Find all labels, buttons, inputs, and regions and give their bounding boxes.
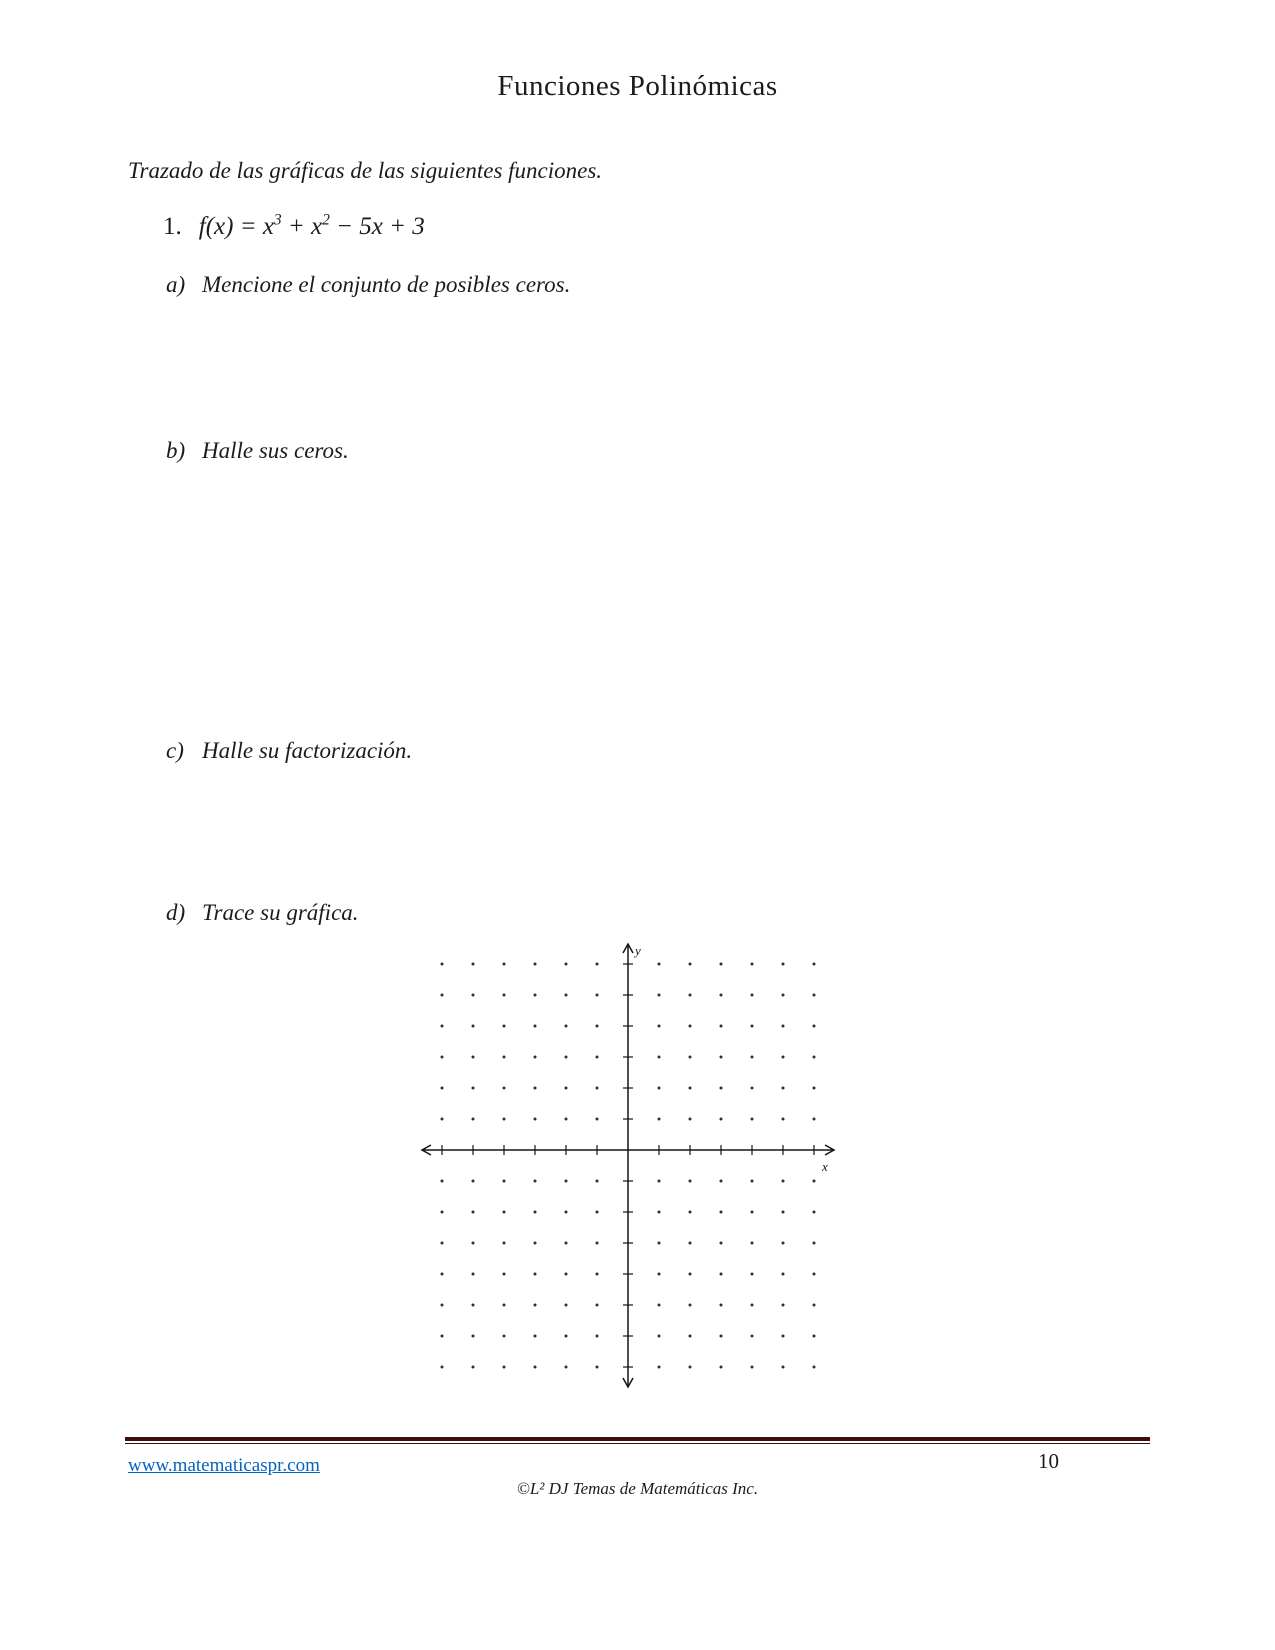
item-b: [166, 438, 349, 464]
item-text: Mencione el conjunto de posibles ceros.: [202, 272, 571, 297]
footer-rule: [125, 1437, 1150, 1444]
equation-part: + x: [281, 213, 323, 241]
problem-number: 1.: [163, 213, 182, 241]
footer-link[interactable]: www.matematicaspr.com: [128, 1455, 320, 1476]
equation-exponent: 2: [322, 212, 330, 229]
axis-labels: [633, 943, 828, 1174]
problem-1: [163, 212, 425, 241]
grid-svg: [411, 933, 845, 1398]
x-axis-label: x: [822, 1159, 828, 1174]
item-label: c): [166, 738, 184, 763]
equation-part: f(x) = x: [198, 213, 274, 241]
item-text: Trace su gráfica.: [202, 900, 359, 925]
item-text: Halle su factorización.: [202, 738, 413, 763]
item-c: [166, 738, 412, 764]
axes: [422, 944, 834, 1387]
copyright-text: ©L² DJ Temas de Matemáticas Inc.: [516, 1479, 759, 1498]
item-label: b): [166, 438, 186, 463]
page-title: Funciones Polinómicas: [497, 70, 778, 102]
y-axis-label: y: [635, 943, 641, 958]
item-d: [166, 900, 359, 926]
page-number: 10: [1038, 1449, 1059, 1473]
item-label: d): [166, 900, 186, 925]
equation-part: − 5x + 3: [329, 213, 425, 241]
problem-equation: [199, 213, 425, 240]
equation-exponent: 3: [273, 212, 282, 229]
coordinate-grid: [411, 933, 845, 1403]
item-label: a): [166, 272, 186, 297]
item-a: [166, 272, 570, 298]
item-text: Halle sus ceros.: [202, 438, 349, 463]
intro-text: Trazado de las gráficas de las siguientes funciones.: [128, 158, 603, 183]
